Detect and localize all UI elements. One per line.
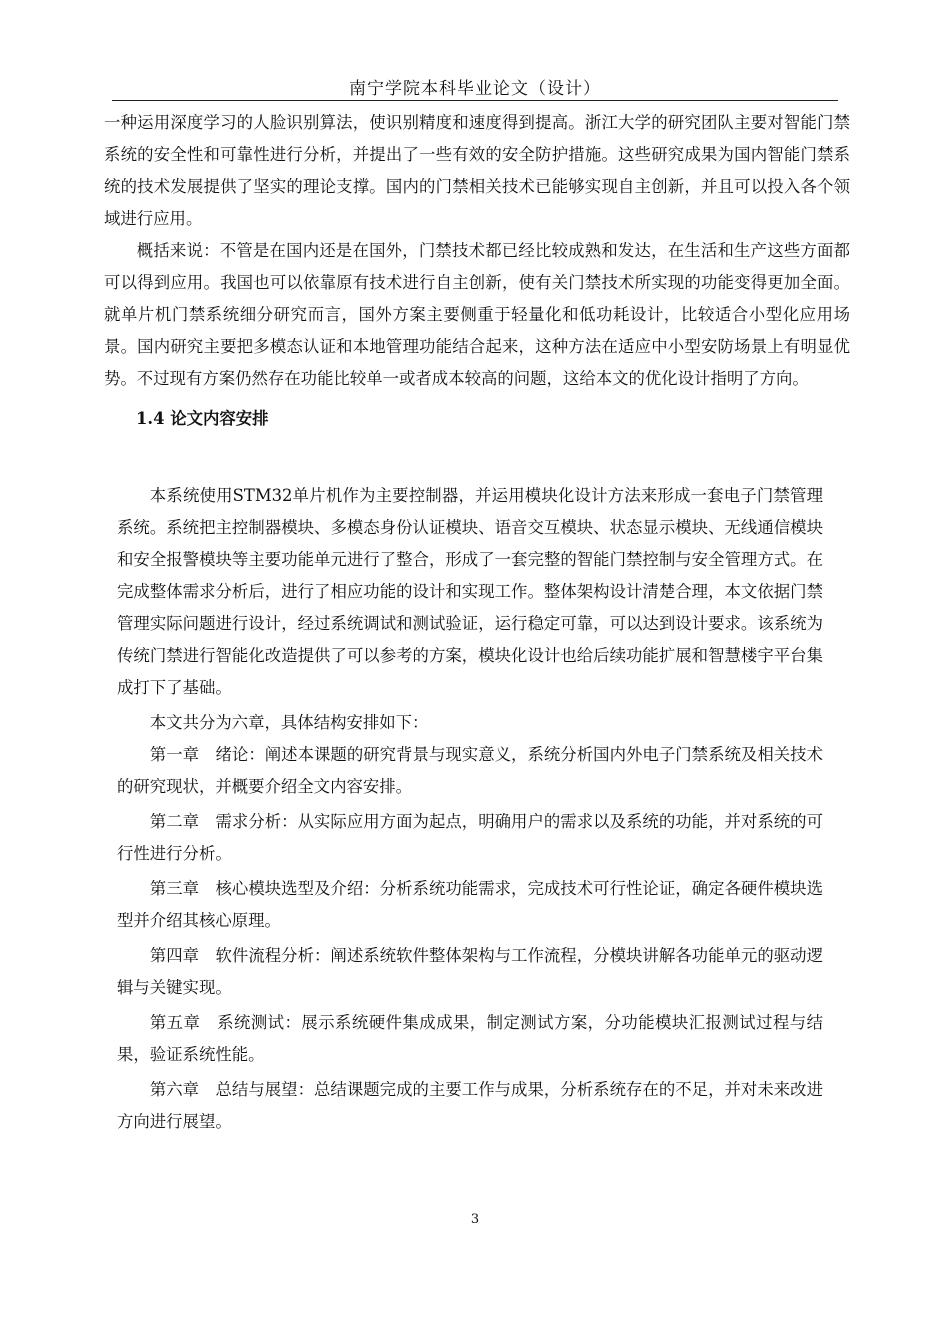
paragraph-structure-intro: 本文共分为六章，具体结构安排如下： xyxy=(149,713,429,732)
paragraph-chapter-4: 第四章 软件流程分析：阐述系统软件整体架构与工作流程，分模块讲解各功能单元的驱动逻辑与关键实现。 xyxy=(117,946,823,997)
paragraph-chapter-6: 第六章 总结与展望：总结课题完成的主要工作与成果，分析系统存在的不足，并对未来改进方向进行展望。 xyxy=(117,1080,823,1131)
section-heading: 1.4 论文内容安排 xyxy=(136,409,269,428)
paragraph-chapter-2: 第二章 需求分析：从实际应用方面为起点，明确用户的需求以及系统的功能，并对系统的可行性进行分析。 xyxy=(117,812,823,863)
paragraph-system-overview: 本系统使用STM32单片机作为主要控制器，并运用模块化设计方法来形成一套电子门禁管理系统。系统把主控制器模块、多模态身份认证模块、语音交互模块、状态显示模块、无线通信模块和安全报警模块等主要功能单元进行了整合，形成了一套完整的智能门禁控制与安全管理方式。在完成整体需求分析后，进行了相应功能的设计和实现工作。整体架构设计清楚合理，本文依据门禁管理实际问题进行设计，经过系统调试和测试验证，运行稳定可靠，可以达到设计要求。该系统为传统门禁进行智能化改造提供了可以参考的方案，模块化设计也给后续功能扩展和智慧楼宇平台集成打下了基础。 xyxy=(117,486,823,697)
paragraph-chapter-3: 第三章 核心模块选型及介绍：分析系统功能需求，完成技术可行性论证，确定各硬件模块选型并介绍其核心原理。 xyxy=(117,879,823,930)
paragraph-chapter-1: 第一章 绪论：阐述本课题的研究背景与现实意义，系统分析国内外电子门禁系统及相关技术的研究现状，并概要介绍全文内容安排。 xyxy=(117,745,823,796)
section-body xyxy=(117,480,823,1138)
page-header-title: 南宁学院本科毕业论文（设计） xyxy=(349,79,601,99)
paragraph-summary: 概括来说：不管是在国内还是在国外，门禁技术都已经比较成熟和发达，在生活和生产这些方面都可以得到应用。我国也可以依靠原有技术进行自主创新，使有关门禁技术所实现的功能变得更加全面。就单片机门禁系统细分研究而言，国外方案主要侧重于轻量化和低功耗设计，比较适合小型化应用场景。国内研究主要把多模态认证和本地管理功能结合起来，这种方法在适应中小型安防场景上有明显优势。不过现有方案仍然存在功能比较单一或者成本较高的问题，这给本文的优化设计指明了方向。 xyxy=(104,241,850,388)
body-text-top xyxy=(104,107,850,445)
paragraph-continued: 一种运用深度学习的人脸识别算法，使识别精度和速度得到提高。浙江大学的研究团队主要对智能门禁系统的安全性和可靠性进行分析，并提出了一些有效的安全防护措施。这些研究成果为国内智能门禁系统的技术发展提供了坚实的理论支撑。国内的门禁相关技术已能够实现自主创新，并且可以投入各个领域进行应用。 xyxy=(104,113,850,228)
paragraph-chapter-5: 第五章 系统测试：展示系统硬件集成成果，制定测试方案，分功能模块汇报测试过程与结果，验证系统性能。 xyxy=(117,1013,823,1064)
header-divider xyxy=(112,100,838,101)
page-number: 3 xyxy=(470,1212,480,1227)
